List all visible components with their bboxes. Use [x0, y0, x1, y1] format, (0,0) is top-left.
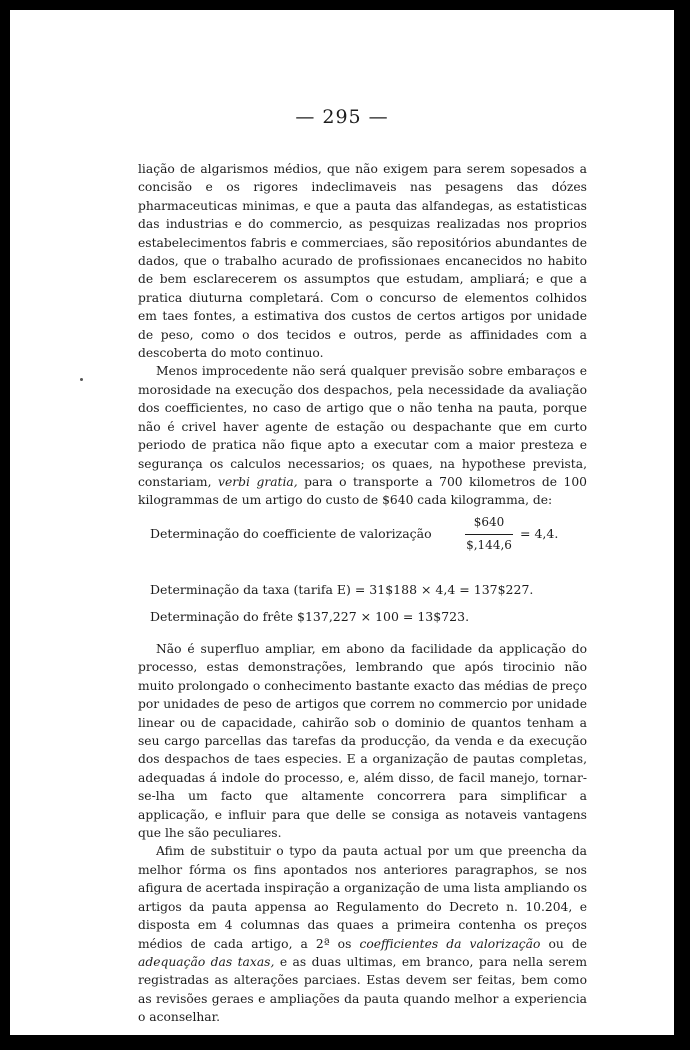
text-block-upper [138, 160, 587, 510]
text-block-lower [138, 640, 587, 1027]
document-page [10, 10, 674, 1035]
scan-speck [80, 378, 83, 381]
paragraph-4-text-c: e as duas ultimas, em branco, para nella serem registradas as alterações parciaes. Estas devem ser feitas, bem como as revisões geraes e ampliações da pauta quando melhor a experiencia o aconselhar. [138, 954, 587, 1025]
paragraph-2-italic: verbi gratia, [218, 474, 298, 489]
formula-1-label: Determinação do coefficiente de valorização [150, 526, 432, 541]
paragraph-2 [138, 362, 587, 509]
formula-1-fraction [465, 515, 513, 552]
formula-1-denominator: $,144,6 [466, 538, 512, 552]
paragraph-4-italic-1: coefficientes da valorização [359, 936, 541, 951]
formula-3: Determinação do frête $137,227 × 100 = 13$723. [150, 609, 470, 624]
paragraph-4-text-a: Afim de substituir o typo da pauta actual por um que preencha da melhor fórma os fins apontados nos anteriores paragraphos, se nos afigura de acertada inspiração a organização de uma lista ampliando os artigos da pauta appensa ao Regulamento do Decreto n. 10.204, e disposta em 4 columnas das quaes a primeira contenha os preços médios de cada artigo, a 2ª os [138, 844, 587, 951]
paragraph-4 [138, 842, 587, 1026]
paragraph-4-text-b: ou de [540, 936, 588, 951]
formula-1-numerator: $640 [473, 515, 505, 529]
fraction-bar [465, 534, 513, 535]
paragraph-2-text-b: para o transporte a 700 kilometros de 100 kilogrammas de um artigo do custo de $640 cada kilogramma, de: [138, 474, 587, 508]
paragraph-4-italic-2: adequação das taxas, [138, 954, 275, 969]
formula-2: Determinação da taxa (tarifa E) = 31$188 × 4,4 = 137$227. [150, 582, 534, 597]
paragraph-2-text-a: Menos improcedente não será qualquer previsão sobre embaraços e morosidade na execução dos despachos, pela necessidade da avaliação dos coefficientes, no caso de artigo que o não tenha na pauta, porque não é crivel haver agente de estação ou despachante que em curto periodo de pratica não fique apto a executar com a maior presteza e segurança os calculos necessarios; os quaes, na hypothese prevista, constariam, [138, 364, 587, 489]
formula-1-result: = 4,4. [520, 526, 559, 541]
paragraph-1: liação de algarismos médios, que não exigem para serem sopesados a concisão e os rigores indeclimaveis nas pesagens das dózes pharmaceuticas minimas, e que a pauta das alfandegas, as estatisticas das industrias e do commercio, as pesquizas realizadas nos proprios estabelecimentos fabris e commerciaes, são repositórios abundantes de dados, que o trabalho acurado de profissionaes encanecidos no habito de bem esclarecerem os assumptos que estudam, ampliará; e que a pratica diuturna completará. Com o concurso de elementos colhidos em taes fontes, a estimativa dos custos de certos artigos por unidade de peso, como o dos tecidos e outros, perde as affinidades com a descoberta do moto continuo. [138, 162, 587, 361]
paragraph-3: Não é superfluo ampliar, em abono da facilidade da applicação do processo, estas demonstrações, lembrando que após tirocinio não muito prolongado o conhecimento bastante exacto das médias de preço por unidades de peso de artigos que correm no commercio por unidade linear ou de capacidade, cahirão sob o dominio de quantos tenham a seu cargo parcellas das tarefas da producção, da venda e da execução dos despachos de taes especies. E a organização de pautas completas, adequadas á indole do processo, e, além disso, de facil manejo, tornar-se-lha um facto que altamente concorrera para simplificar a applicação, e influir para que delle se consiga as notaveis vantagens que lhe são peculiares. [138, 642, 587, 841]
page-number: — 295 — [295, 106, 389, 128]
